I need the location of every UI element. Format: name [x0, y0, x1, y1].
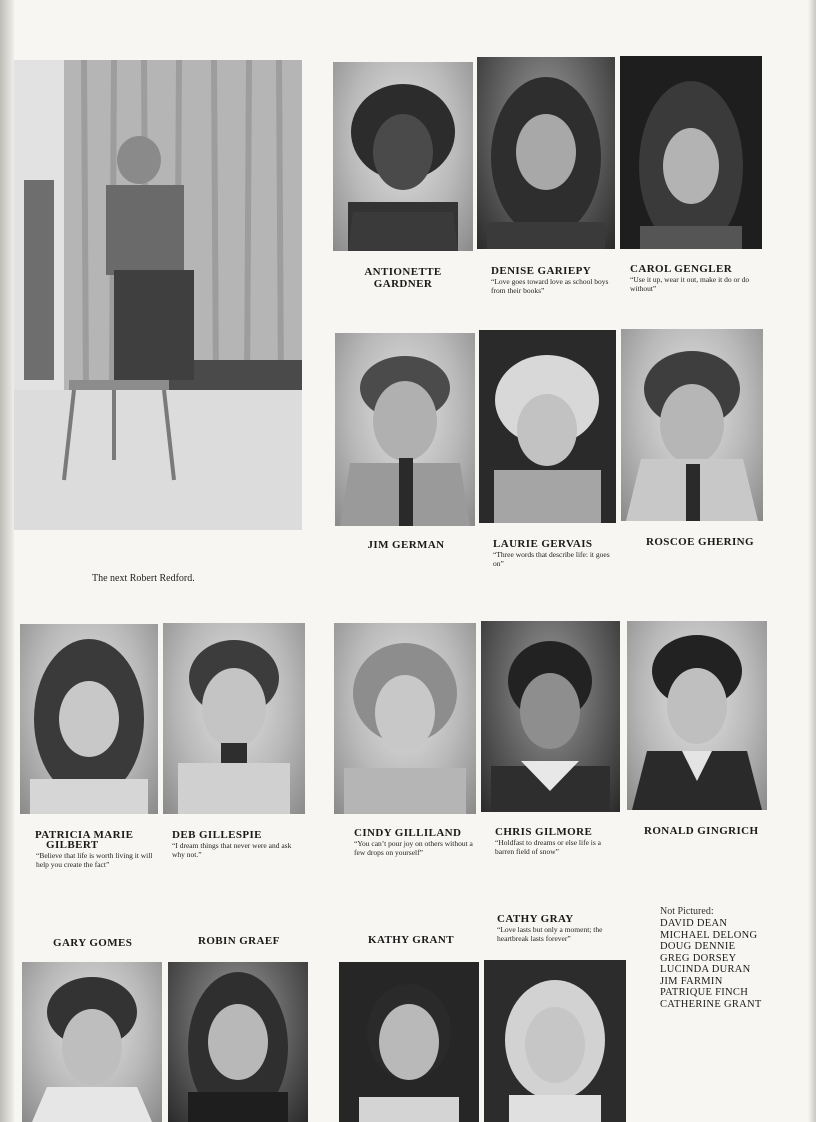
portrait-quote-cindy-gilliland: “You can’t pour joy on others without a few drops on yourself”	[354, 839, 473, 857]
portrait-name-denise-gariepy: DENISE GARIEPY	[491, 265, 592, 277]
portrait-name-jim-german: JIM GERMAN	[367, 539, 445, 551]
portrait-name-patricia-marie-gilbert-line2: GILBERT	[46, 839, 99, 851]
not-pictured-name: DOUG DENNIE	[660, 941, 736, 952]
not-pictured-name: DAVID DEAN	[660, 918, 728, 929]
portrait-laurie-gervais	[479, 330, 616, 523]
portrait-name-cindy-gilliland: CINDY GILLILAND	[354, 827, 462, 839]
not-pictured-name: MICHAEL DELONG	[660, 929, 758, 941]
portrait-quote-cathy-gray: “Love lasts but only a moment; the heartbreak lasts forever”	[497, 925, 603, 943]
portrait-name-kathy-grant: KATHY GRANT	[368, 934, 454, 946]
portrait-name-ronald-gingrich: RONALD GINGRICH	[644, 825, 759, 837]
portrait-name-gary-gomes: GARY GOMES	[53, 937, 133, 949]
portrait-ronald-gingrich	[627, 621, 767, 810]
portrait-quote-denise-gariepy: “Love goes toward love as school boys from their books”	[491, 277, 609, 295]
portrait-quote-patricia-marie-gilbert: “Believe that life is worth living it will help you create the fact”	[36, 851, 153, 869]
portrait-name-antionette-gardner: ANTIONETTE GARDNER	[364, 266, 442, 290]
portrait-name-patricia-marie-gilbert-line1: PATRICIA MARIE	[35, 829, 134, 841]
portrait-roscoe-ghering	[621, 329, 763, 521]
portrait-name-deb-gillespie: DEB GILLESPIE	[172, 829, 262, 841]
portrait-gary-gomes	[22, 962, 162, 1122]
portrait-cathy-gray	[484, 960, 626, 1122]
page-binding-shadow	[0, 0, 14, 1122]
portrait-chris-gilmore	[481, 621, 620, 812]
portrait-denise-gariepy	[477, 57, 615, 249]
portrait-quote-deb-gillespie: “I dream things that never were and ask why not.”	[172, 841, 292, 859]
not-pictured-name: PATRIQUE FINCH	[660, 987, 749, 998]
portrait-quote-carol-gengler: “Use it up, wear it out, make it do or do without”	[630, 275, 750, 293]
not-pictured-name: JIM FARMIN	[660, 975, 723, 987]
portrait-carol-gengler	[620, 56, 762, 249]
not-pictured-name: CATHERINE GRANT	[660, 998, 762, 1010]
portrait-robin-graef	[168, 962, 308, 1122]
portrait-name-cathy-gray: CATHY GRAY	[497, 913, 574, 925]
not-pictured-name: LUCINDA DURAN	[660, 964, 751, 975]
portrait-name-roscoe-ghering: ROSCOE GHERING	[646, 536, 754, 548]
portrait-name-laurie-gervais: LAURIE GERVAIS	[493, 538, 593, 550]
page-edge-shadow	[808, 0, 816, 1122]
portrait-jim-german	[335, 333, 475, 526]
stage-candid-photo	[14, 60, 302, 530]
portrait-patricia-marie-gilbert	[20, 624, 158, 814]
portrait-name-carol-gengler: CAROL GENGLER	[630, 263, 733, 275]
portrait-name-chris-gilmore: CHRIS GILMORE	[495, 826, 593, 838]
portrait-cindy-gilliland	[334, 623, 476, 814]
stage-photo-caption: The next Robert Redford.	[92, 573, 195, 584]
not-pictured-heading: Not Pictured:	[660, 906, 714, 917]
not-pictured-name: GREG DORSEY	[660, 952, 737, 964]
portrait-quote-laurie-gervais: “Three words that describe life: it goes on”	[493, 550, 610, 568]
not-pictured-list	[660, 918, 762, 1010]
portrait-antionette-gardner	[333, 62, 473, 251]
portrait-kathy-grant	[339, 962, 479, 1122]
portrait-deb-gillespie	[163, 623, 305, 814]
portrait-quote-chris-gilmore: “Holdfast to dreams or else life is a barren field of snow”	[495, 838, 602, 856]
portrait-name-robin-graef: ROBIN GRAEF	[198, 935, 280, 947]
